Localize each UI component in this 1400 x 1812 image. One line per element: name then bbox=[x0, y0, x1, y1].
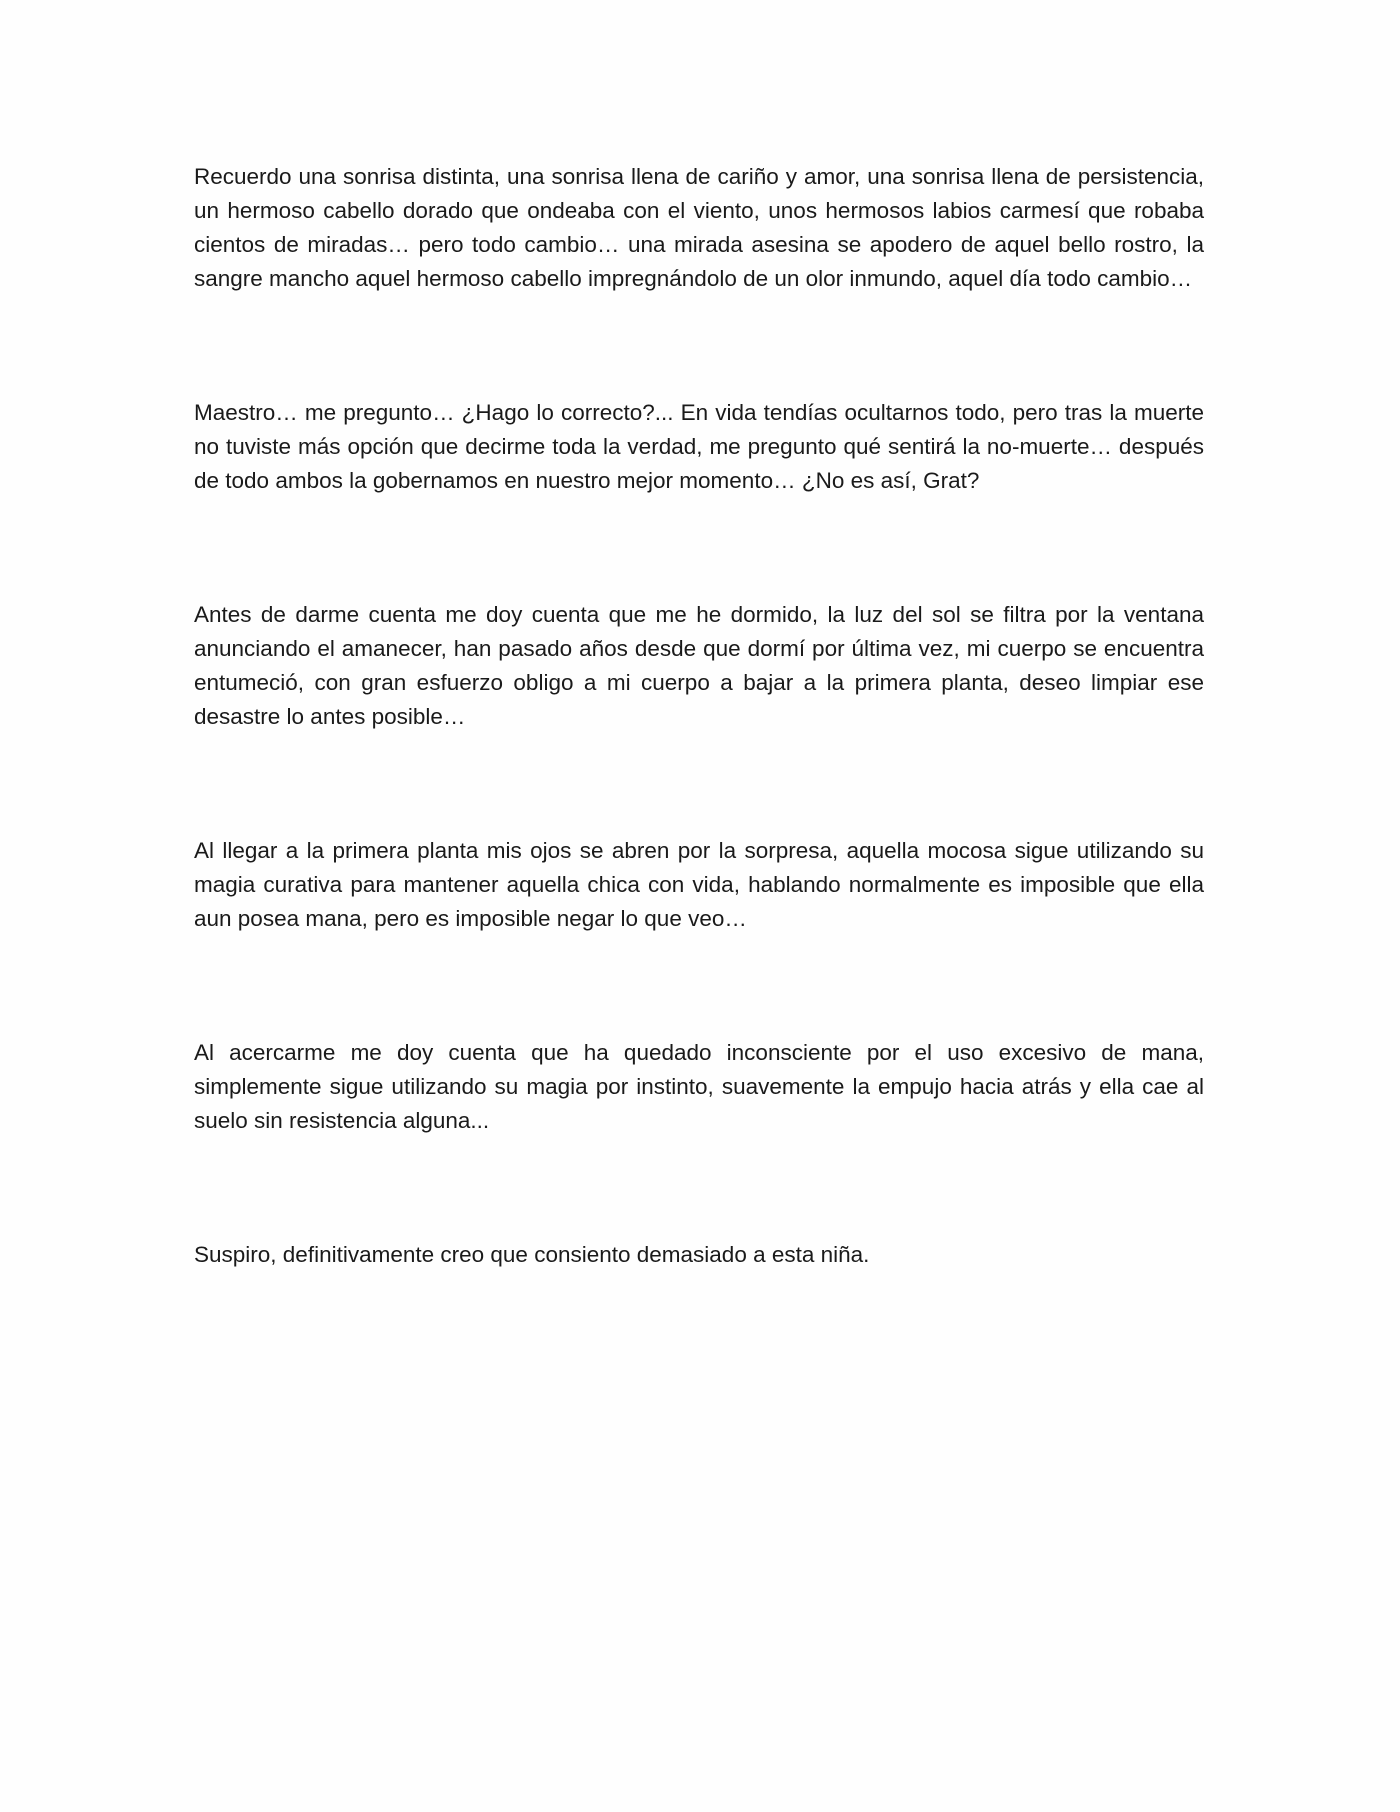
paragraph-2: Maestro… me pregunto… ¿Hago lo correcto?... En vida tendías ocultarnos todo, pero tras la muerte no tuviste más opción que decirme toda la verdad, me pregunto qué sentirá la no-muerte… después de todo ambos la gobernamos en nuestro mejor momento… ¿No es así, Grat? bbox=[194, 400, 1204, 493]
document-body bbox=[194, 160, 1204, 1272]
paragraph-3: Antes de darme cuenta me doy cuenta que me he dormido, la luz del sol se filtra por la ventana anunciando el amanecer, han pasado años desde que dormí por última vez, mi cuerpo se encuentra entumeció, con gran esfuerzo obligo a mi cuerpo a bajar a la primera planta, deseo limpiar ese desastre lo antes posible… bbox=[194, 602, 1204, 729]
paragraph-1: Recuerdo una sonrisa distinta, una sonrisa llena de cariño y amor, una sonrisa llena de persistencia, un hermoso cabello dorado que ondeaba con el viento, unos hermosos labios carmesí que robaba cientos de miradas… pero todo cambio… una mirada asesina se apodero de aquel bello rostro, la sangre mancho aquel hermoso cabello impregnándolo de un olor inmundo, aquel día todo cambio… bbox=[194, 164, 1204, 291]
paragraph-4: Al llegar a la primera planta mis ojos se abren por la sorpresa, aquella mocosa sigue utilizando su magia curativa para mantener aquella chica con vida, hablando normalmente es imposible que ella aun posea mana, pero es imposible negar lo que veo… bbox=[194, 838, 1204, 931]
paragraph-5: Al acercarme me doy cuenta que ha quedado inconsciente por el uso excesivo de mana, simplemente sigue utilizando su magia por instinto, suavemente la empujo hacia atrás y ella cae al suelo sin resistencia alguna... bbox=[194, 1040, 1204, 1133]
paragraph-6: Suspiro, definitivamente creo que consiento demasiado a esta niña. bbox=[194, 1242, 870, 1267]
